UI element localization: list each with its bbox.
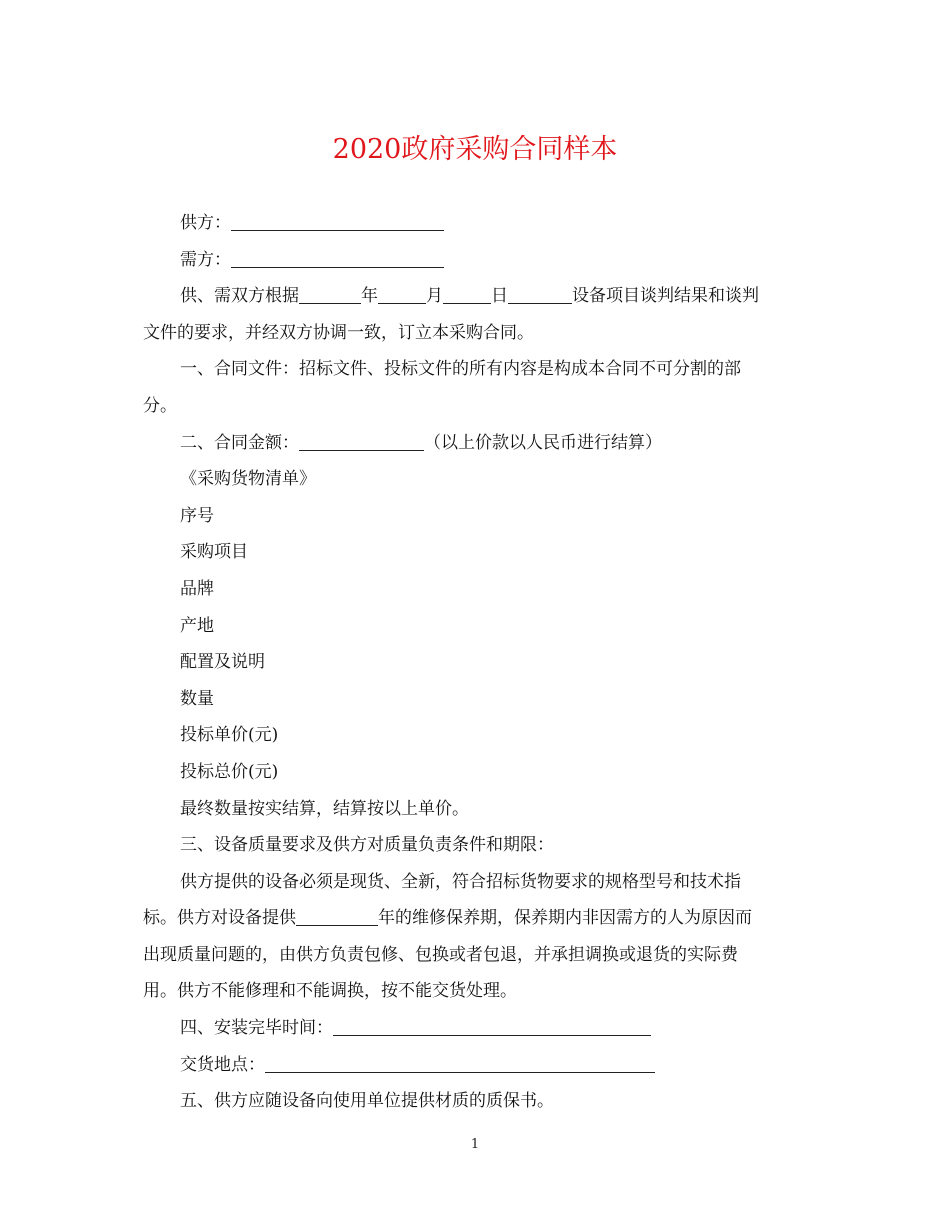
section3-line-1: 供方提供的设备必须是现货、全新，符合招标货物要求的规格型号和技术指: [180, 871, 741, 892]
intro-text-start: 供、需双方根据: [180, 286, 299, 307]
day-blank: [443, 283, 491, 304]
install-time-blank: [333, 1015, 651, 1036]
section5-line: 五、供方应随设备向使用单位提供材质的质保书。: [180, 1091, 554, 1112]
intro-line-2: 文件的要求，并经双方协调一致，订立本采购合同。: [143, 322, 534, 343]
buyer-line: [143, 242, 808, 279]
goods-list-title: 《采购货物清单》: [180, 469, 316, 490]
month-blank: [378, 283, 426, 304]
delivery-location-blank: [265, 1052, 655, 1073]
year-blank: [299, 283, 361, 304]
section3-line-3: 出现质量问题的，由供方负责包修、包换或者包退，并承担调换或退货的实际费: [143, 944, 738, 965]
page-number: 1: [470, 1137, 480, 1152]
document-title: 2020政府采购合同样本: [332, 134, 618, 165]
supplier-line: [143, 205, 808, 242]
section1-line-2: 分。: [143, 395, 177, 416]
install-time-label: 四、安装完毕时间：: [180, 1018, 333, 1039]
goods-column-unit-price: 投标单价(元): [180, 725, 279, 746]
section3-line-4: 用。供方不能修理和不能调换，按不能交货处理。: [143, 981, 517, 1002]
supplier-blank: [231, 210, 444, 231]
supplier-label: 供方：: [180, 213, 231, 233]
warranty-text-end: 年的维修保养期，保养期内非因需方的人为原因而: [378, 908, 752, 929]
delivery-location-label: 交货地点：: [180, 1054, 265, 1075]
goods-column-origin: 产地: [180, 615, 214, 636]
section2-line: [143, 425, 808, 462]
goods-column-config: 配置及说明: [180, 652, 265, 673]
goods-column-total-price: 投标总价(元): [180, 761, 279, 782]
warranty-text-start: 标。供方对设备提供: [143, 908, 296, 929]
contract-amount-blank: [299, 430, 424, 451]
intro-text-end: 设备项目谈判结果和谈判: [572, 286, 759, 307]
intro-line-1: [143, 278, 808, 315]
settlement-note: 最终数量按实结算，结算按以上单价。: [180, 798, 469, 819]
buyer-blank: [231, 247, 444, 268]
goods-column-quantity: 数量: [180, 688, 214, 709]
contract-amount-label: 二、合同金额：: [180, 432, 299, 453]
section1-line-1: 一、合同文件：招标文件、投标文件的所有内容是构成本合同不可分割的部: [180, 359, 741, 380]
contract-body: [143, 205, 808, 1120]
delivery-location-line: [143, 1047, 808, 1084]
install-time-line: [143, 1010, 808, 1047]
goods-column-brand: 品牌: [180, 578, 214, 599]
month-label: 月: [426, 286, 443, 307]
project-blank: [508, 283, 572, 304]
year-label: 年: [361, 286, 378, 307]
buyer-label: 需方：: [180, 249, 231, 270]
contract-amount-note: （以上价款以人民币进行结算）: [424, 432, 662, 453]
day-label: 日: [491, 286, 508, 307]
section3-title: 三、设备质量要求及供方对质量负责条件和期限：: [180, 835, 554, 856]
warranty-years-blank: [296, 905, 378, 926]
goods-column-serial: 序号: [180, 505, 214, 526]
goods-column-item: 采购项目: [180, 542, 248, 563]
section3-line-2: [143, 900, 808, 937]
